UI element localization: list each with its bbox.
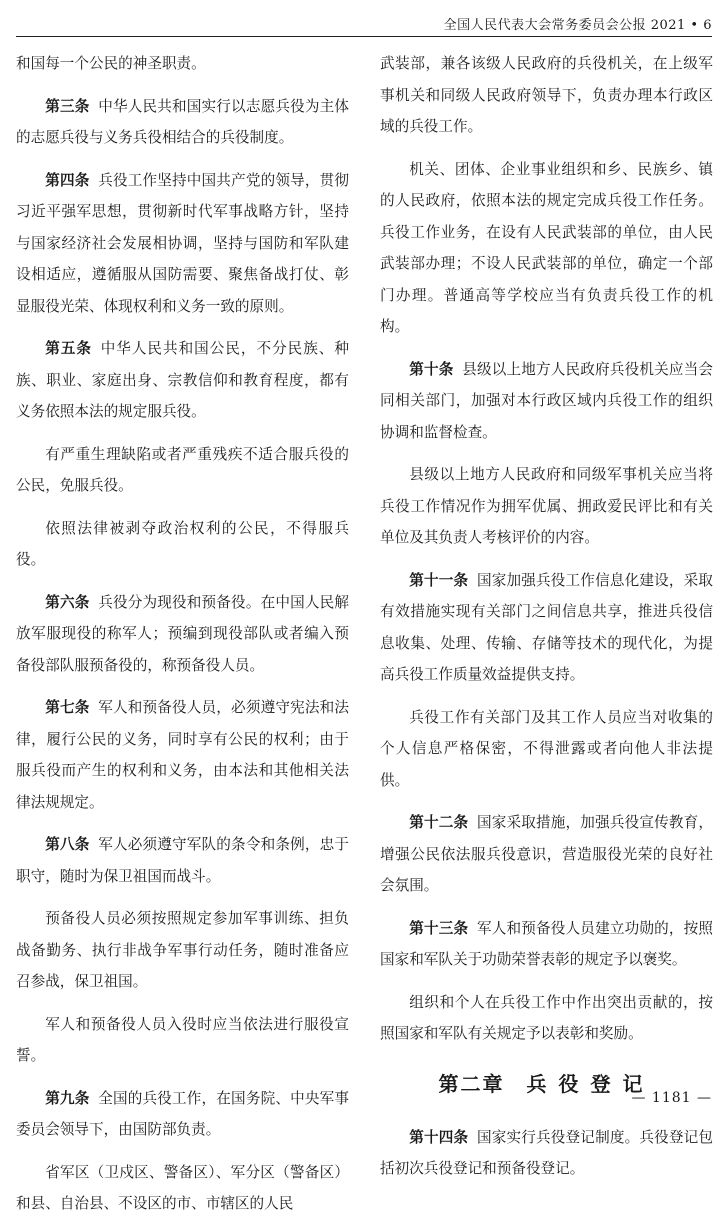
paragraph	[380, 565, 713, 691]
paragraph	[16, 513, 349, 576]
paragraph	[16, 587, 349, 682]
article-number: 第十一条	[409, 571, 469, 589]
article-number: 第九条	[45, 1089, 90, 1107]
article-number: 第十四条	[409, 1128, 469, 1146]
paragraph	[16, 333, 349, 428]
article-number: 第十条	[409, 360, 454, 378]
article-number: 第十二条	[409, 814, 469, 831]
paragraph-text: 县级以上地方人民政府和同级军事机关应当将兵役工作情况作为拥军优属、拥政爱民评比和有关单位及其负责人考核评价的内容。	[380, 466, 713, 546]
page-header	[16, 8, 712, 37]
paragraph-text: 全国的兵役工作，在国务院、中央军事委员会领导下，由国防部负责。	[16, 1089, 349, 1138]
paragraph	[380, 459, 713, 554]
paragraph-text: 中华人民共和国公民，不分民族、种族、职业、家庭出身、宗教信仰和教育程度，都有义务依照本法的规定服兵役。	[16, 340, 349, 420]
paragraph-text: 武装部，兼各该级人民政府的兵役机关，在上级军事机关和同级人民政府领导下，负责办理本行政区域的兵役工作。	[380, 55, 713, 135]
paragraph	[380, 154, 713, 343]
article-number: 第三条	[45, 97, 90, 115]
article-number: 第八条	[45, 836, 90, 853]
paragraph-text: 和国每一个公民的神圣职责。	[16, 55, 206, 72]
paragraph-text: 军人和预备役人员入役时应当依法进行服役宣誓。	[16, 1015, 349, 1064]
paragraph-text: 兵役分为现役和预备役。在中国人民解放军服现役的称军人；预编到现役部队或者编入预备役部队服预备役的，称预备役人员。	[16, 593, 349, 674]
article-number: 第五条	[45, 340, 92, 357]
paragraph-text: 组织和个人在兵役工作中作出突出贡献的，按照国家和军队有关规定予以表彰和奖励。	[380, 993, 713, 1042]
paragraph	[380, 913, 713, 976]
paragraph-text: 军人必须遵守军队的条令和条例，忠于职守，随时为保卫祖国而战斗。	[16, 836, 349, 885]
article-number: 第十三条	[409, 919, 469, 937]
paragraph	[380, 48, 713, 143]
paragraph-text: 国家加强兵役工作信息化建设，采取有效措施实现有关部门之间信息共享，推进兵役信息收集、处理、传输、存储等技术的现代化，为提高兵役工作质量效益提供支持。	[380, 571, 713, 683]
page-number: — 1181 —	[631, 1090, 712, 1106]
paragraph-text: 依照法律被剥夺政治权利的公民，不得服兵役。	[16, 519, 349, 568]
paragraph-text: 预备役人员必须按照规定参加军事训练、担负战备勤务、执行非战争军事行动任务，随时准备应召参战，保卫祖国。	[16, 910, 349, 990]
article-number: 第四条	[45, 171, 90, 189]
paragraph	[16, 439, 349, 502]
chapter-number: 第二章	[438, 1071, 505, 1096]
paragraph-text: 兵役工作坚持中国共产党的领导，贯彻习近平强军思想，贯彻新时代军事战略方针，坚持与国家经济社会发展相协调，坚持与国防和军队建设相适应，遵循服从国防需要、聚焦备战打仗、彰显服役光荣、体现权利和义务一致的原则。	[16, 171, 349, 315]
paragraph	[380, 987, 713, 1050]
paragraph	[16, 903, 349, 998]
paragraph	[16, 1157, 349, 1220]
paragraph	[380, 807, 713, 902]
paragraph	[380, 354, 713, 449]
gazette-title: 全国人民代表大会常务委员会公报 2021 • 6	[443, 18, 712, 33]
paragraph	[16, 1009, 349, 1072]
article-number: 第六条	[45, 593, 90, 611]
paragraph-text: 兵役工作有关部门及其工作人员应当对收集的个人信息严格保密，不得泄露或者向他人非法提供。	[380, 708, 713, 789]
chapter-title: 兵役登记	[526, 1071, 655, 1096]
article-number: 第七条	[45, 699, 90, 716]
paragraph	[16, 165, 349, 323]
paragraph-text: 有严重生理缺陷或者严重残疾不适合服兵役的公民，免服兵役。	[16, 445, 349, 494]
paragraph-text: 国家采取措施，加强兵役宣传教育，增强公民依法服兵役意识，营造服役光荣的良好社会氛围。	[380, 814, 713, 894]
paragraph-text: 军人和预备役人员，必须遵守宪法和法律，履行公民的义务，同时享有公民的权利；由于服兵役而产生的权利和义务，由本法和其他相关法律法规规定。	[16, 699, 349, 811]
paragraph-text: 军人和预备役人员建立功勋的，按照国家和军队关于功勋荣誉表彰的规定予以褒奖。	[380, 919, 713, 968]
paragraph-text: 县级以上地方人民政府兵役机关应当会同相关部门，加强对本行政区域内兵役工作的组织协调和监督检查。	[380, 360, 713, 441]
left-column	[16, 48, 349, 1231]
paragraph	[16, 91, 349, 154]
paragraph	[16, 692, 349, 818]
paragraph-text: 省军区（卫戍区、警备区）、军分区（警备区）和县、自治县、不设区的市、市辖区的人民	[16, 1163, 349, 1212]
paragraph	[16, 48, 349, 80]
paragraph	[16, 1083, 349, 1146]
right-column	[380, 48, 713, 1196]
paragraph-text: 中华人民共和国实行以志愿兵役为主体的志愿兵役与义务兵役相结合的兵役制度。	[16, 97, 349, 146]
paragraph	[380, 702, 713, 797]
paragraph	[380, 1122, 713, 1185]
paragraph-text: 国家实行兵役登记制度。兵役登记包括初次兵役登记和预备役登记。	[380, 1128, 713, 1177]
paragraph	[16, 829, 349, 892]
paragraph-text: 机关、团体、企业事业组织和乡、民族乡、镇的人民政府，依照本法的规定完成兵役工作任务。兵役工作业务，在设有人民武装部的单位，由人民武装部办理；不设人民武装部的单位，确定一个部门办理。普通高等学校应当有负责兵役工作的机构。	[380, 160, 713, 335]
